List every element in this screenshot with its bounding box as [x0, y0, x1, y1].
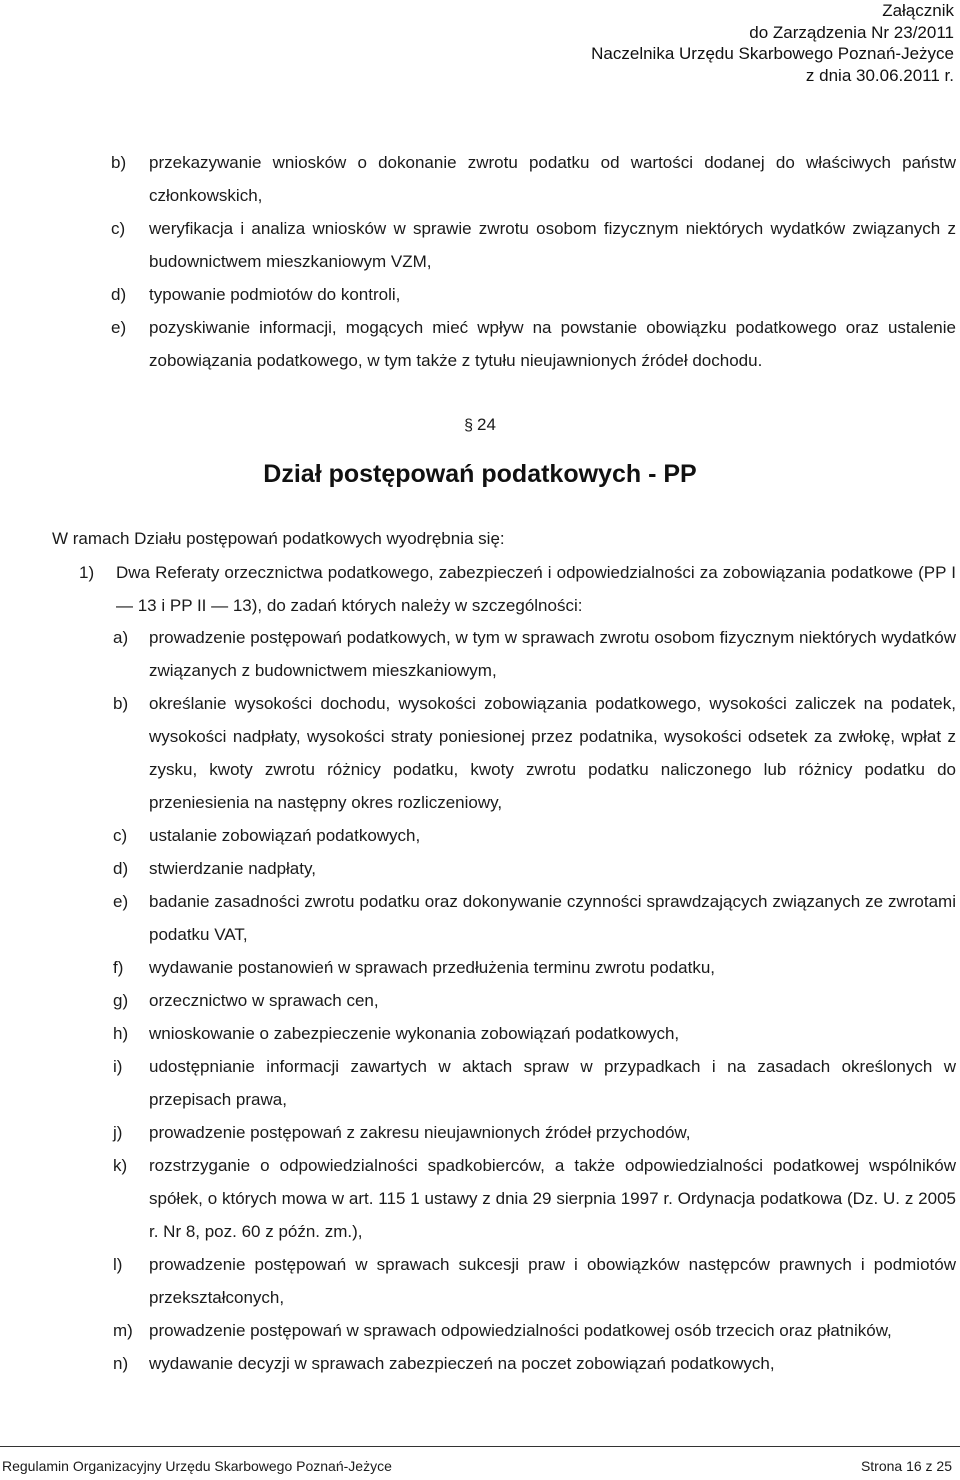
list-item-text: badanie zasadności zwrotu podatku oraz dokonywanie czynności sprawdzających związanych ze zwrotami podatku VAT,	[149, 892, 956, 944]
list-item-text: prowadzenie postępowań z zakresu nieujawnionych źródeł przychodów,	[149, 1123, 691, 1142]
list-item	[0, 621, 960, 687]
list-item-text: wydawanie decyzji w sprawach zabezpieczeń na poczet zobowiązań podatkowych,	[149, 1354, 775, 1373]
list-item	[0, 1050, 960, 1116]
list-item	[0, 819, 960, 852]
list-item-label: g)	[113, 991, 129, 1010]
list-item-label: j)	[113, 1123, 123, 1142]
footer-document-title: Regulamin Organizacyjny Urzędu Skarbowego Poznań-Jeżyce	[2, 1458, 392, 1474]
list-item-label: a)	[113, 628, 129, 647]
list-item-label: c)	[113, 826, 128, 845]
list-item	[0, 984, 960, 1017]
list-item	[0, 278, 960, 311]
list-item-text: wydawanie postanowień w sprawach przedłużenia terminu zwrotu podatku,	[149, 958, 716, 977]
footer-page-number: Strona 16 z 25	[860, 1458, 952, 1474]
list-item-text: prowadzenie postępowań podatkowych, w tym w sprawach zwrotu osobom fizycznym niektórych wydatków związanych z budownictwem mieszkaniowym,	[149, 628, 956, 680]
list-item	[0, 311, 960, 377]
list-item-text: typowanie podmiotów do kontroli,	[149, 285, 401, 304]
list-item-text: udostępnianie informacji zawartych w aktach spraw w przypadkach i na zasadach określonych w przepisach prawa,	[149, 1057, 956, 1109]
header-line-order: do Zarządzenia Nr 23/2011	[749, 22, 954, 42]
list-item	[0, 852, 960, 885]
list-item-text: pozyskiwanie informacji, mogących mieć wpływ na powstanie obowiązku podatkowego oraz ustalenie zobowiązania podatkowego, w tym także z tytułu nieujawnionych źródeł dochodu.	[149, 318, 956, 370]
section-number	[0, 410, 960, 441]
list-item-text: prowadzenie postępowań w sprawach odpowiedzialności podatkowej osób trzecich oraz płatników,	[149, 1321, 892, 1340]
list-item-text: prowadzenie postępowań w sprawach sukcesji praw i obowiązków następców prawnych i podmiotów przekształconych,	[149, 1255, 956, 1307]
list-item-label: n)	[113, 1354, 129, 1373]
list-item	[0, 1347, 960, 1380]
document-header	[591, 0, 954, 86]
list-item-text: rozstrzyganie o odpowiedzialności spadkobierców, a także odpowiedzialności podatkowej wspólników spółek, o których mowa w art. 115 1 ustawy z dnia 29 sierpnia 1997 r. Ordynacja podatkowa (Dz. U. z 2005 r. Nr 8, poz. 60 z późn. zm.),	[149, 1156, 956, 1241]
list-item-label: h)	[113, 1024, 129, 1043]
list-item	[0, 1116, 960, 1149]
list-item-text: przekazywanie wniosków o dokonanie zwrotu podatku od wartości dodanej do właściwych państw członkowskich,	[149, 153, 956, 205]
list-item-text: stwierdzanie nadpłaty,	[149, 859, 316, 878]
referat-label: 1)	[79, 563, 95, 582]
footer-divider	[0, 1446, 960, 1447]
list-item-label: i)	[113, 1057, 123, 1076]
section-number-value: 24	[476, 415, 496, 434]
list-item-label: c)	[111, 219, 126, 238]
list-item-label: m)	[113, 1321, 133, 1340]
section-title: Dział postępowań podatkowych - PP	[263, 460, 697, 488]
header-line-attachment: Załącznik	[882, 1, 954, 20]
list-item	[0, 1248, 960, 1314]
list-item-label: f)	[113, 958, 124, 977]
continued-task-list	[0, 146, 960, 377]
list-item-label: b)	[111, 153, 127, 172]
list-item-text: weryfikacja i analiza wniosków w sprawie zwrotu osobom fizycznym niektórych wydatków związanych z budownictwem mieszkaniowym VZM,	[149, 219, 956, 271]
list-item	[0, 212, 960, 278]
list-item-text: określanie wysokości dochodu, wysokości zobowiązania podatkowego, wysokości zaliczek na podatek, wysokości nadpłaty, wysokości straty poniesionej przez podatnika, wysokości odsetek za zwłokę, wpłat z zysku, kwoty zwrotu różnicy podatku, kwoty zwrotu podatku naliczonego lub różnicy podatku do przeniesienia na następny okres rozliczeniowy,	[149, 694, 956, 812]
header-line-issuer: Naczelnika Urzędu Skarbowego Poznań-Jeżyce	[591, 44, 954, 63]
list-item-text: ustalanie zobowiązań podatkowych,	[149, 826, 421, 845]
referat-text: Dwa Referaty orzecznictwa podatkowego, zabezpieczeń i odpowiedzialności za zobowiązania podatkowe (PP I — 13 i PP II — 13), do zadań których należy w szczególności:	[116, 563, 956, 615]
list-item-text: wnioskowanie o zabezpieczenie wykonania zobowiązań podatkowych,	[149, 1024, 680, 1043]
list-item-label: d)	[111, 285, 127, 304]
section-intro: W ramach Działu postępowań podatkowych wyodrębnia się:	[52, 529, 505, 548]
section-sign: §	[464, 417, 473, 434]
list-item-label: b)	[113, 694, 129, 713]
list-item-label: k)	[113, 1156, 128, 1175]
list-item	[0, 1314, 960, 1347]
header-line-date: z dnia 30.06.2011 r.	[805, 65, 954, 85]
referat-item	[0, 556, 960, 622]
list-item	[0, 687, 960, 819]
list-item-label: e)	[113, 892, 129, 911]
referat-task-list	[0, 621, 960, 1380]
list-item	[0, 146, 960, 212]
list-item-label: l)	[113, 1255, 123, 1274]
list-item-text: orzecznictwo w sprawach cen,	[149, 991, 379, 1010]
list-item	[0, 1149, 960, 1248]
list-item	[0, 1017, 960, 1050]
list-item-label: e)	[111, 318, 127, 337]
list-item	[0, 885, 960, 951]
list-item-label: d)	[113, 859, 129, 878]
list-item	[0, 951, 960, 984]
